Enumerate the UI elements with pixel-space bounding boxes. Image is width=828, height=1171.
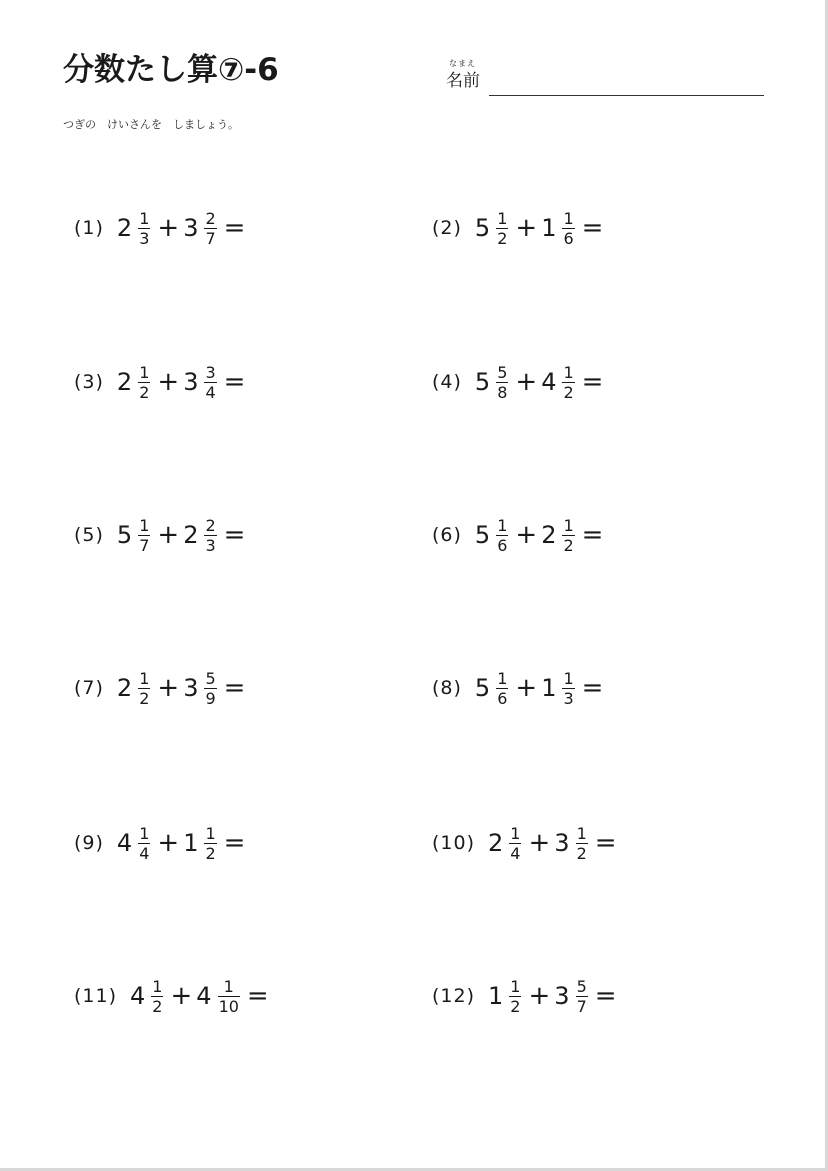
numerator: 1 (563, 362, 574, 382)
fraction (204, 210, 216, 247)
problem-number: (8) (432, 677, 462, 699)
whole-number: 5 (474, 674, 491, 702)
numerator: 1 (510, 823, 521, 843)
denominator: 2 (510, 996, 521, 1016)
numerator: 2 (205, 208, 216, 228)
denominator: 2 (139, 382, 150, 402)
plus-sign: + (528, 828, 551, 858)
fraction (138, 825, 150, 862)
problem-number: (12) (432, 985, 476, 1007)
numerator: 1 (205, 823, 216, 843)
denominator: 2 (139, 688, 150, 708)
numerator: 1 (223, 976, 234, 996)
problem-3 (74, 352, 245, 412)
numerator: 1 (152, 976, 163, 996)
plus-sign: + (528, 981, 551, 1011)
fraction (204, 517, 216, 554)
whole-number: 2 (488, 829, 504, 857)
plus-sign: + (157, 213, 180, 243)
plus-sign: + (157, 828, 180, 858)
denominator: 7 (139, 535, 150, 555)
numerator: 5 (205, 668, 216, 688)
whole-number: 5 (116, 521, 133, 549)
numerator: 1 (576, 823, 587, 843)
whole-number: 1 (488, 982, 504, 1010)
fraction (496, 210, 508, 247)
name-write-line[interactable] (489, 95, 764, 96)
numerator: 1 (497, 208, 508, 228)
whole-number: 4 (130, 982, 146, 1010)
equals-sign: = (581, 673, 604, 703)
denominator: 10 (218, 996, 239, 1016)
denominator: 8 (497, 382, 508, 402)
whole-number: 3 (554, 982, 570, 1010)
whole-number: 4 (196, 982, 212, 1010)
fraction (218, 978, 240, 1015)
denominator: 2 (563, 382, 574, 402)
denominator: 3 (139, 228, 150, 248)
whole-number: 1 (541, 674, 557, 702)
name-ruby: なまえ (449, 59, 476, 68)
whole-number: 4 (541, 368, 557, 396)
fraction (496, 364, 508, 401)
equals-sign: = (246, 981, 269, 1011)
numerator: 1 (563, 515, 574, 535)
numerator: 5 (497, 362, 508, 382)
plus-sign: + (157, 367, 180, 397)
problem-7 (74, 658, 245, 718)
numerator: 1 (139, 668, 150, 688)
name-field[interactable] (446, 58, 764, 98)
problem-11 (74, 966, 269, 1026)
whole-number: 3 (183, 674, 199, 702)
name-label: 名前 (446, 71, 480, 91)
denominator: 7 (205, 228, 216, 248)
denominator: 2 (563, 535, 574, 555)
worksheet-title: 分数たし算⑦-6 (63, 52, 279, 88)
denominator: 2 (497, 228, 508, 248)
instruction-text: つぎの けいさんを しましょう。 (63, 118, 239, 131)
problem-4 (432, 352, 603, 412)
numerator: 1 (510, 976, 521, 996)
equals-sign: = (223, 367, 246, 397)
fraction (204, 825, 216, 862)
problem-number: (11) (74, 985, 118, 1007)
problem-number: (4) (432, 371, 462, 393)
plus-sign: + (515, 367, 538, 397)
problem-8 (432, 658, 603, 718)
numerator: 5 (576, 976, 587, 996)
equals-sign: = (223, 828, 246, 858)
fraction (576, 978, 588, 1015)
whole-number: 5 (474, 214, 491, 242)
fraction (138, 364, 150, 401)
problem-number: (6) (432, 524, 462, 546)
plus-sign: + (515, 673, 538, 703)
fraction (509, 825, 521, 862)
fraction (576, 825, 588, 862)
plus-sign: + (515, 213, 538, 243)
problem-6 (432, 505, 603, 565)
problem-5 (74, 505, 245, 565)
fraction (562, 364, 574, 401)
problem-number: (5) (74, 524, 104, 546)
fraction (151, 978, 163, 1015)
fraction (138, 670, 150, 707)
problem-10 (432, 813, 617, 873)
numerator: 1 (139, 515, 150, 535)
problem-2 (432, 198, 603, 258)
fraction (204, 670, 216, 707)
whole-number: 2 (116, 214, 133, 242)
denominator: 6 (497, 688, 508, 708)
numerator: 2 (205, 515, 216, 535)
denominator: 7 (576, 996, 587, 1016)
problem-number: (10) (432, 832, 476, 854)
whole-number: 2 (183, 521, 199, 549)
denominator: 9 (205, 688, 216, 708)
numerator: 1 (563, 668, 574, 688)
problem-number: (2) (432, 217, 462, 239)
whole-number: 3 (554, 829, 570, 857)
whole-number: 3 (183, 214, 199, 242)
numerator: 1 (139, 362, 150, 382)
whole-number: 5 (474, 521, 491, 549)
denominator: 4 (510, 843, 521, 863)
denominator: 6 (497, 535, 508, 555)
equals-sign: = (594, 828, 617, 858)
numerator: 1 (563, 208, 574, 228)
numerator: 1 (497, 668, 508, 688)
denominator: 3 (205, 535, 216, 555)
fraction (562, 670, 574, 707)
plus-sign: + (157, 673, 180, 703)
fraction (496, 670, 508, 707)
denominator: 2 (205, 843, 216, 863)
whole-number: 2 (116, 368, 133, 396)
plus-sign: + (170, 981, 193, 1011)
denominator: 2 (576, 843, 587, 863)
problem-1 (74, 198, 245, 258)
plus-sign: + (157, 520, 180, 550)
equals-sign: = (223, 673, 246, 703)
numerator: 1 (139, 823, 150, 843)
denominator: 3 (563, 688, 574, 708)
problem-number: (7) (74, 677, 104, 699)
problem-number: (3) (74, 371, 104, 393)
equals-sign: = (581, 520, 604, 550)
problem-number: (9) (74, 832, 104, 854)
problem-12 (432, 966, 617, 1026)
whole-number: 1 (183, 829, 199, 857)
whole-number: 5 (474, 368, 491, 396)
equals-sign: = (581, 213, 604, 243)
whole-number: 2 (541, 521, 557, 549)
problem-9 (74, 813, 245, 873)
equals-sign: = (594, 981, 617, 1011)
equals-sign: = (223, 213, 246, 243)
fraction (204, 364, 216, 401)
whole-number: 2 (116, 674, 133, 702)
equals-sign: = (581, 367, 604, 397)
whole-number: 1 (541, 214, 557, 242)
fraction (509, 978, 521, 1015)
fraction (138, 517, 150, 554)
denominator: 4 (139, 843, 150, 863)
whole-number: 3 (183, 368, 199, 396)
whole-number: 4 (116, 829, 133, 857)
equals-sign: = (223, 520, 246, 550)
fraction (562, 210, 574, 247)
denominator: 6 (563, 228, 574, 248)
denominator: 4 (205, 382, 216, 402)
numerator: 1 (139, 208, 150, 228)
fraction (496, 517, 508, 554)
fraction (562, 517, 574, 554)
problem-number: (1) (74, 217, 104, 239)
numerator: 1 (497, 515, 508, 535)
denominator: 2 (152, 996, 163, 1016)
plus-sign: + (515, 520, 538, 550)
numerator: 3 (205, 362, 216, 382)
fraction (138, 210, 150, 247)
